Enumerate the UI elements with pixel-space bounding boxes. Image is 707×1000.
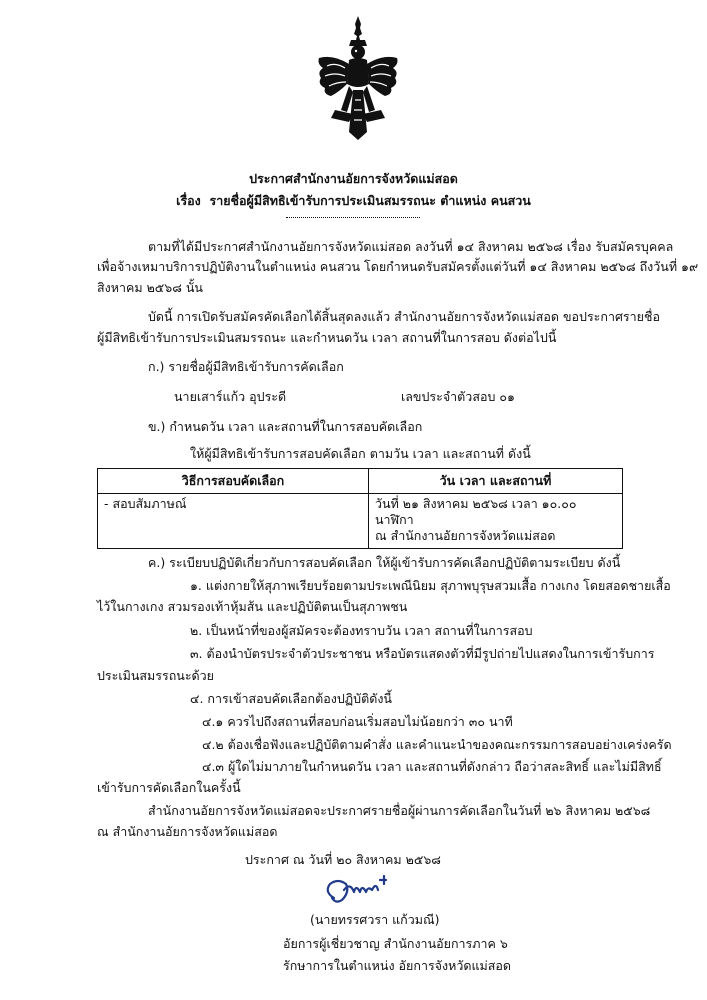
exam-schedule-table <box>97 468 623 549</box>
table-cell-datetime <box>369 494 623 549</box>
rule-3-line-2: ประเมินสมรรถนะด้วย <box>97 668 215 683</box>
table-row <box>98 494 623 549</box>
section-b-heading: ข.) กำหนดวัน เวลา และสถานที่ในการสอบคัดเลือก <box>148 419 423 434</box>
rule-2: ๒. เป็นหน้าที่ของผู้สมัครจะต้องทราบวัน เวลา สถานที่ในการสอบ <box>190 623 533 638</box>
signer-name: (นายทรรศวรา แก้วมณี) <box>310 912 440 927</box>
signer-position-line-1: อัยการผู้เชี่ยวชาญ สำนักงานอัยการภาค ๖ <box>283 936 508 951</box>
signer-position-line-2: รักษาการในตำแหน่ง อัยการจังหวัดแม่สอด <box>283 958 512 973</box>
rule-1-line-2: ไว้ในกางเกง สวมรองเท้าหุ้มส้น และปฏิบัติตนเป็นสุภาพชน <box>97 599 408 614</box>
closing-line-1: สำนักงานอัยการจังหวัดแม่สอดจะประกาศรายชื่อผู้ผ่านการคัดเลือกในวันที่ ๒๖ สิงหาคม ๒๕๖๘ <box>148 803 651 818</box>
section-c-heading: ค.) ระเบียบปฏิบัติเกี่ยวกับการสอบคัดเลือก ให้ผู้เข้ารับการคัดเลือกปฏิบัติตามระเบียบ ดังนี้ <box>148 555 621 570</box>
rule-4-1: ๔.๑ ควรไปถึงสถานที่สอบก่อนเริ่มสอบไม่น้อยกว่า ๓๐ นาที <box>202 714 513 729</box>
rule-4-2: ๔.๒ ต้องเชื่อฟังและปฏิบัติตามคำสั่ง และคำแนะนำของคณะกรรมการสอบอย่างเคร่งครัด <box>202 737 672 752</box>
title-divider <box>286 217 420 218</box>
candidate-name: นายเสาร์แก้ว อุประดี <box>174 389 287 404</box>
table-header-method: วิธีการสอบคัดเลือก <box>98 469 369 494</box>
rule-4: ๔. การเข้าสอบคัดเลือกต้องปฏิบัติดังนี้ <box>190 691 392 706</box>
closing-line-2: ณ สำนักงานอัยการจังหวัดแม่สอด <box>97 824 278 839</box>
intro-line-1: ตามที่ได้มีประกาศสำนักงานอัยการจังหวัดแม่สอด ลงวันที่ ๑๔ สิงหาคม ๒๕๖๘ เรื่อง รับสมัครบุคคล <box>148 239 674 254</box>
table-cell-method: - สอบสัมภาษณ์ <box>98 494 369 549</box>
rule-3-line-1: ๓. ต้องนำบัตรประจำตัวประชาชน หรือบัตรแสดงตัวที่มีรูปถ่ายไปแสดงในการเข้ารับการ <box>190 646 655 661</box>
intro-line-2: เพื่อจ้างเหมาบริการปฏิบัติงานในตำแหน่ง คนสวน โดยกำหนดรับสมัครตั้งแต่วันที่ ๑๔ สิงหาคม ๒๕๖๘ ถึงวันที่ ๑๙ <box>97 259 699 274</box>
rule-1-line-1: ๑. แต่งกายให้สุภาพเรียบร้อยตามประเพณีนิยม สุภาพบุรุษสวมเสื้อ กางเกง โดยสอดชายเสื้อ <box>190 578 671 593</box>
garuda-emblem-icon <box>313 14 403 144</box>
rule-4-3-line-1: ๔.๓ ผู้ใดไม่มาภายในกำหนดวัน เวลา และสถานที่ดังกล่าว ถือว่าสละสิทธิ์ และไม่มีสิทธิ์ <box>202 759 662 774</box>
announcement-title: ประกาศสำนักงานอัยการจังหวัดแม่สอด <box>249 171 458 186</box>
table-header-datetime: วัน เวลา และสถานที่ <box>369 469 623 494</box>
subject-text: รายชื่อผู้มีสิทธิเข้ารับการประเมินสมรรถนะ ตำแหน่ง คนสวน <box>209 193 531 208</box>
candidate-exam-number: เลขประจำตัวสอบ ๐๑ <box>401 389 515 404</box>
section-a-heading: ก.) รายชื่อผู้มีสิทธิเข้ารับการคัดเลือก <box>148 359 344 374</box>
datetime-line-1: วันที่ ๒๑ สิงหาคม ๒๕๖๘ เวลา ๑๐.๐๐ นาฬิกา <box>375 496 577 527</box>
rule-4-3-line-2: เข้ารับการคัดเลือกในครั้งนี้ <box>97 780 241 795</box>
announcement-subject <box>0 193 707 209</box>
datetime-line-2: ณ สำนักงานอัยการจังหวัดแม่สอด <box>375 528 556 543</box>
table-header-row <box>98 469 623 494</box>
notice-line-2: ผู้มีสิทธิเข้ารับการประเมินสมรรถนะ และกำหนดวัน เวลา สถานที่ในการสอบ ดังต่อไปนี้ <box>97 330 557 345</box>
subject-label: เรื่อง <box>176 193 201 208</box>
intro-line-3: สิงหาคม ๒๕๖๘ นั้น <box>97 280 203 295</box>
announced-date: ประกาศ ณ วันที่ ๒๐ สิงหาคม ๒๕๖๘ <box>245 852 441 867</box>
section-b-intro: ให้ผู้มีสิทธิเข้ารับการสอบคัดเลือก ตามวัน เวลา และสถานที่ ดังนี้ <box>190 446 531 461</box>
notice-line-1: บัดนี้ การเปิดรับสมัครคัดเลือกได้สิ้นสุดลงแล้ว สำนักงานอัยการจังหวัดแม่สอด ขอประกาศรายชื่อ <box>148 309 660 324</box>
handwritten-signature-icon <box>320 870 410 910</box>
